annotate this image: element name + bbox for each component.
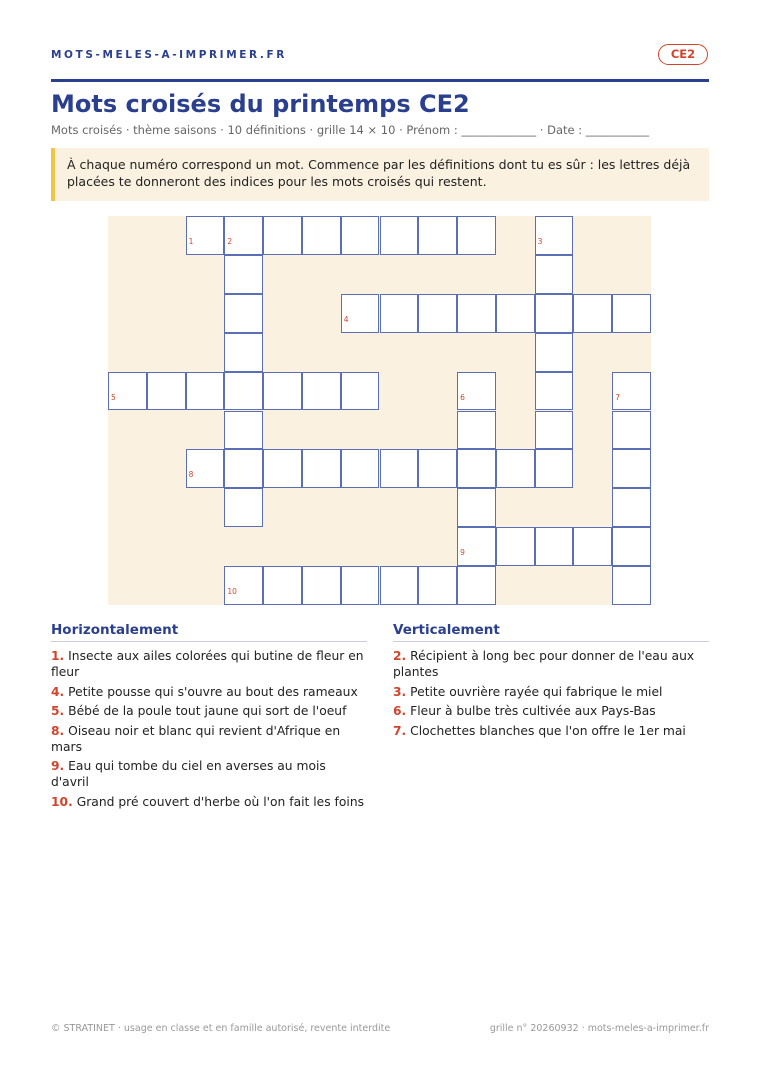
footer-copyright: © STRATINET · usage en classe et en famille autorisé, revente interdite [51,1023,391,1034]
grid-cell[interactable] [341,566,380,605]
grid-cell[interactable] [380,566,419,605]
grid-cell[interactable] [535,527,574,566]
clue-number: 7. [393,723,407,738]
cell-number: 10 [227,587,237,597]
clue-text: Bébé de la poule tout jaune qui sort de l'oeuf [68,704,347,718]
grid-cell[interactable] [186,216,225,255]
grid-cell[interactable] [224,372,263,411]
grid-cell[interactable] [418,566,457,605]
grid-cell[interactable] [496,527,535,566]
grid-cell[interactable] [380,449,419,488]
cell-number: 9 [460,548,465,558]
grid-cell[interactable] [418,449,457,488]
grid-cell[interactable] [224,333,263,372]
grid-cell[interactable] [186,372,225,411]
grid-cell[interactable] [612,372,651,411]
grid-cell[interactable] [302,216,341,255]
cell-number: 8 [188,470,194,480]
clue-text: Clochettes blanches que l'on offre le 1er mai [410,723,686,738]
clue-text: Petite ouvrière rayée qui fabrique le miel [410,684,663,699]
clue-text: Insecte aux ailes colorées qui butine de fleur en fleur [51,649,364,679]
clue-text: Eau qui tombe du ciel en averses au mois d'avril [51,759,326,789]
grid-cell[interactable] [263,372,302,411]
clue-number: 8. [51,723,65,738]
grid-cell[interactable] [263,566,302,605]
grid-cell[interactable] [535,216,574,255]
grid-cell[interactable] [496,449,535,488]
grid-cell[interactable] [302,566,341,605]
grid-cell[interactable] [341,372,380,411]
cell-number: 2 [227,237,233,246]
crossword-grid [108,216,651,605]
grid-cell[interactable] [535,294,574,333]
clue-item [51,703,367,719]
grid-cell[interactable] [224,216,263,255]
clue-item [51,794,367,810]
grid-cell[interactable] [341,449,380,488]
cell-number: 1 [188,237,194,246]
down-title: Verticalement [393,622,709,642]
grid-cell[interactable] [573,294,612,333]
site-name: MOTS-MELES-A-IMPRIMER.FR [51,49,287,61]
clue-number: 3. [393,684,407,699]
clue-number: 10. [51,794,73,809]
grid-cell[interactable] [263,216,302,255]
grid-cell[interactable] [302,372,341,411]
grid-cell[interactable] [147,372,186,411]
clue-text: Fleur à bulbe très cultivée aux Pays-Bas [410,704,656,718]
grid-cell[interactable] [535,372,574,411]
grid-cell[interactable] [573,527,612,566]
header-rule [51,79,709,82]
grid-cell[interactable] [457,527,496,566]
grid-cell[interactable] [380,216,419,255]
grid-cell[interactable] [341,294,380,333]
cell-number: 5 [111,392,116,402]
grid-cell[interactable] [380,294,419,333]
grid-cell[interactable] [224,294,263,333]
grid-cell[interactable] [457,449,496,488]
cell-number: 6 [460,392,465,402]
grid-cell[interactable] [535,255,574,294]
grid-cell[interactable] [224,449,263,488]
page-title: Mots croisés du printemps CE2 [51,90,470,118]
clue-number: 2. [393,649,407,663]
grid-cell[interactable] [457,566,496,605]
grid-cell[interactable] [418,294,457,333]
grid-cell[interactable] [457,294,496,333]
grid-cell[interactable] [457,216,496,255]
grid-cell[interactable] [224,566,263,605]
grid-cell[interactable] [418,216,457,255]
grid-cell[interactable] [341,216,380,255]
clue-item [51,758,367,790]
clue-number: 1. [51,649,65,663]
grid-cell[interactable] [612,449,651,488]
clue-item [51,648,367,680]
clue-item [393,648,709,680]
grid-cell[interactable] [612,566,651,605]
grid-cell[interactable] [612,488,651,527]
grid-cell[interactable] [108,372,147,411]
clue-number: 5. [51,704,65,718]
grid-cell[interactable] [496,294,535,333]
clue-number: 6. [393,704,407,718]
clue-item [51,723,367,755]
clue-text: Grand pré couvert d'herbe où l'on fait les foins [76,794,365,809]
clue-number: 9. [51,759,65,773]
cell-number: 7 [615,392,620,402]
clue-item [51,684,367,700]
grid-cell[interactable] [457,488,496,527]
grid-cell[interactable] [224,411,263,450]
grid-cell[interactable] [302,449,341,488]
clue-text: Récipient à long bec pour donner de l'eau aux plantes [393,649,695,679]
footer-grid-id: grille n° 20260932 · mots-meles-a-imprimer.fr [489,1023,709,1034]
across-clues [51,622,367,813]
level-badge: CE2 [658,44,708,65]
grid-cell[interactable] [224,255,263,294]
instructions-box: À chaque numéro correspond un mot. Commence par les définitions dont tu es sûr : les lettres déjà placées te donneront des indices pour les mots croisés qui restent. [51,148,709,201]
clue-item [393,703,709,719]
grid-cell[interactable] [612,527,651,566]
clue-number: 4. [51,684,65,699]
down-clues [393,622,709,742]
grid-cell[interactable] [186,449,225,488]
grid-cell[interactable] [224,488,263,527]
grid-cell[interactable] [612,294,651,333]
worksheet-meta: Mots croisés · thème saisons · 10 définitions · grille 14 × 10 · Prénom : _____________ · Date : ___________ [51,123,650,137]
clue-text: Petite pousse qui s'ouvre au bout des rameaux [68,684,358,699]
clue-item [393,684,709,700]
grid-cell[interactable] [612,411,651,450]
grid-cell[interactable] [535,333,574,372]
clue-text: Oiseau noir et blanc qui revient d'Afrique en mars [51,723,341,754]
grid-cell[interactable] [263,449,302,488]
clue-item [393,723,709,739]
grid-cell[interactable] [457,372,496,411]
grid-cell[interactable] [535,411,574,450]
grid-cell[interactable] [457,411,496,450]
grid-cell[interactable] [535,449,574,488]
cell-number: 4 [343,314,349,324]
across-title: Horizontalement [51,622,367,642]
cell-number: 3 [537,237,543,246]
